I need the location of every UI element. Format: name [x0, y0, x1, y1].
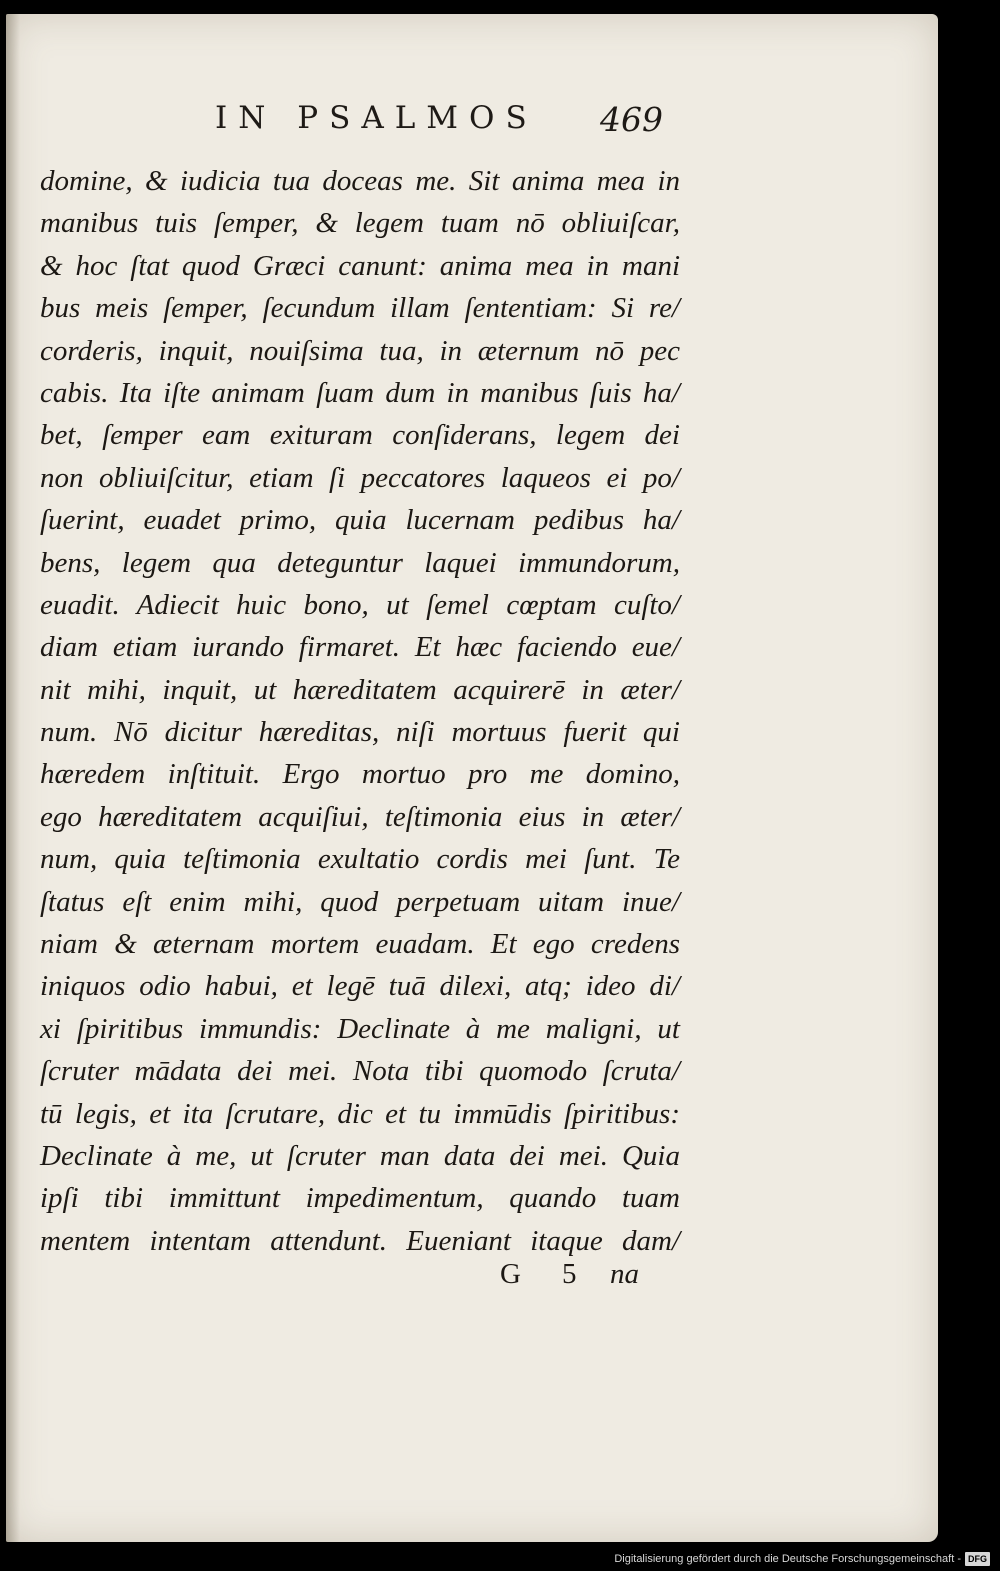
text-line: bens, legem qua deteguntur laquei immundorum,	[40, 546, 680, 579]
digitization-credit	[614, 1551, 990, 1567]
text-line: xi ſpiritibus immundis: Declinate à me maligni, ut	[40, 1012, 680, 1045]
body-text	[40, 160, 680, 1262]
text-line: iniquos odio habui, et legē tuā dilexi, atq; ideo di/	[40, 970, 680, 1003]
text-line: bus meis ſemper, ſecundum illam ſententiam: Si re/	[40, 292, 680, 325]
page-gutter-shadow	[6, 14, 20, 1542]
signature-letter: G	[500, 1258, 521, 1290]
text-line: corderis, inquit, nouiſsima tua, in æternum nō pec	[40, 334, 680, 367]
text-line: ipſi tibi immittunt impedimentum, quando tuam	[40, 1182, 680, 1215]
text-line: manibus tuis ſemper, & legem tuam nō obliuiſcar,	[40, 207, 680, 240]
text-line: non obliuiſcitur, etiam ſi peccatores laqueos ei po/	[40, 461, 680, 494]
running-title: IN PSALMOS	[215, 100, 538, 136]
text-line: num. Nō dicitur hæreditas, niſi mortuus fuerit qui	[40, 716, 680, 749]
text-line: ego hæreditatem acquiſiui, teſtimonia eius in æter/	[40, 800, 680, 833]
text-line: niam & æternam mortem euadam. Et ego credens	[40, 928, 680, 961]
text-line: num, quia teſtimonia exultatio cordis mei ſunt. Te	[40, 843, 680, 876]
text-line: diam etiam iurando firmaret. Et hæc faciendo eue/	[40, 631, 680, 664]
text-line: ſuerint, euadet primo, quia lucernam pedibus ha/	[40, 504, 680, 537]
text-line: & hoc ſtat quod Græci canunt: anima mea in mani	[40, 249, 680, 282]
text-line: tū legis, et ita ſcrutare, dic et tu immūdis ſpiritibus:	[40, 1097, 680, 1130]
signature-number: 5	[562, 1258, 577, 1290]
text-line: ſtatus eſt enim mihi, quod perpetuam uitam inue/	[40, 885, 680, 918]
text-line: ſcruter mādata dei mei. Nota tibi quomodo ſcruta/	[40, 1055, 680, 1088]
page-number: 469	[600, 100, 663, 139]
catchword: na	[610, 1258, 639, 1290]
text-line: nit mihi, inquit, ut hæreditatem acquirerē in æter/	[40, 673, 680, 706]
text-line: domine, & iudicia tua doceas me. Sit anima mea in	[40, 165, 680, 197]
dfg-logo: DFG	[965, 1552, 990, 1566]
text-line: cabis. Ita iſte animam ſuam dum in manibus ſuis ha/	[40, 376, 680, 409]
text-line: euadit. Adiecit huic bono, ut ſemel cœptam cuſto/	[40, 588, 680, 621]
text-line: Declinate à me, ut ſcruter man data dei mei. Quia	[40, 1139, 680, 1172]
text-line: mentem intentam attendunt. Eueniant itaque dam/	[40, 1224, 680, 1257]
text-line: hæredem inſtituit. Ergo mortuo pro me domino,	[40, 758, 680, 791]
credit-text: Digitalisierung gefördert durch die Deutsche Forschungsgemeinschaft -	[614, 1553, 961, 1565]
text-line: bet, ſemper eam exituram conſiderans, legem dei	[40, 419, 680, 452]
